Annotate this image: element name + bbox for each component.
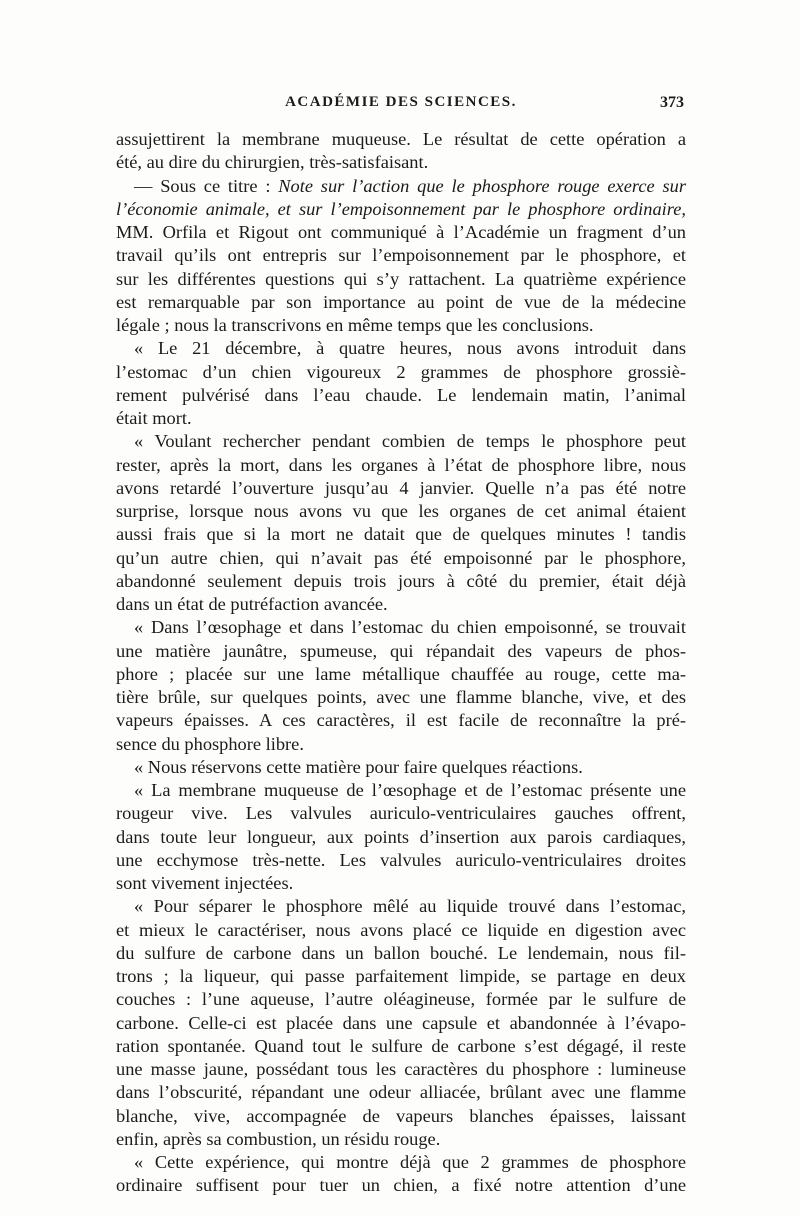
- text-line: « Le 21 décembre, à quatre heures, nous avons introduit dans: [134, 338, 686, 359]
- text-line: « La membrane muqueuse de l’œsophage et de l’estomac présente une: [134, 780, 686, 800]
- text-line: dans un état de putréfaction avancée.: [116, 594, 388, 614]
- text-line: ordinaire suffisent pour tuer un chien, a fixé notre attention d’une: [116, 1175, 686, 1196]
- running-title: ACADÉMIE DES SCIENCES.: [285, 94, 517, 110]
- text-line: une ecchymose très-nette. Les valvules auriculo-ventriculaires droites: [116, 849, 686, 870]
- text-line: vapeurs épaisses. A ces caractères, il est facile de reconnaître la pré-: [116, 710, 686, 731]
- text-line: sont vivement injectées.: [116, 873, 294, 893]
- text-line: sence du phosphore libre.: [116, 733, 304, 754]
- text-line: est remarquable par son importance au point de vue de la médecine: [116, 291, 686, 312]
- page-number: 373: [660, 94, 684, 111]
- text-line: blanche, vive, accompagnée de vapeurs blanches épaisses, laissant: [116, 1105, 686, 1126]
- text-line: était mort.: [116, 408, 192, 428]
- text-line: [116, 198, 686, 221]
- text-line: enfin, après sa combustion, un résidu rouge.: [116, 1128, 441, 1149]
- text-line: assujettirent la membrane muqueuse. Le résultat de cette opération a: [116, 129, 686, 149]
- text-line: rester, après la mort, dans les organes à l’état de phosphore libre, nous: [116, 454, 686, 475]
- text-line: couches : l’une aqueuse, l’autre oléagineuse, formée par le sulfure de: [116, 989, 686, 1010]
- text-line: travail qu’ils ont entrepris sur l’empoisonnement par le phosphore, et: [116, 245, 686, 266]
- italic-title-text: l’économie animale, et sur l’empoisonnement par le phosphore ordinaire,: [116, 198, 686, 219]
- text-line-prefix: — Sous ce titre :: [134, 175, 279, 196]
- text-line: « Dans l’œsophage et dans l’estomac du chien empoisonné, se trouvait: [134, 617, 686, 638]
- text-line: rement pulvérisé dans l’eau chaude. Le lendemain matin, l’animal: [116, 384, 686, 405]
- text-line: dans l’obscurité, répandant une odeur alliacée, brûlant avec une flamme: [116, 1082, 686, 1103]
- text-line: l’estomac d’un chien vigoureux 2 grammes de phosphore grossiè-: [116, 361, 686, 382]
- text-line: aussi frais que si la mort ne datait que de quelques minutes ! tandis: [116, 524, 686, 545]
- text-line: carbone. Celle-ci est placée dans une capsule et abandonnée à l’évapo-: [116, 1012, 686, 1033]
- text-line: « Nous réservons cette matière pour faire quelques réactions.: [134, 756, 583, 777]
- text-line: sur les différentes questions qui s’y rattachent. La quatrième expérience: [116, 268, 686, 289]
- text-line: trons ; la liqueur, qui passe parfaitement limpide, se partage en deux: [116, 966, 686, 986]
- text-line: une masse jaune, possédant tous les caractères du phosphore : lumineuse: [116, 1059, 686, 1079]
- text-line: légale ; nous la transcrivons en même temps que les conclusions.: [116, 315, 594, 335]
- text-line: « Voulant rechercher pendant combien de temps le phosphore peut: [134, 431, 686, 452]
- running-head: [116, 94, 686, 118]
- text-line: abandonné seulement depuis trois jours à côté du premier, était déjà: [116, 570, 686, 591]
- text-line: phore ; placée sur une lame métallique chauffée au rouge, cette ma-: [116, 663, 686, 684]
- text-line: « Cette expérience, qui montre déjà que 2 grammes de phosphore: [134, 1152, 686, 1172]
- italic-title-text: Note sur l’action que le phosphore rouge exerce sur: [278, 175, 686, 196]
- text-line: dans toute leur longueur, aux points d’insertion aux parois cardiaques,: [116, 826, 686, 847]
- text-line: tière brûle, sur quelques points, avec une flamme blanche, vive, et des: [116, 687, 686, 707]
- text-line: avons retardé l’ouverture jusqu’au 4 janvier. Quelle n’a pas été notre: [116, 477, 686, 498]
- text-line: MM. Orfila et Rigout ont communiqué à l’Académie un fragment d’un: [116, 222, 686, 242]
- text-line: ration spontanée. Quand tout le sulfure de carbone s’est dégagé, il reste: [116, 1035, 686, 1056]
- text-line: rougeur vive. Les valvules auriculo-ventriculaires gauches offrent,: [116, 803, 686, 824]
- body-text: [116, 128, 686, 1198]
- text-line: été, au dire du chirurgien, très-satisfaisant.: [116, 152, 429, 173]
- text-line: et mieux le caractériser, nous avons placé ce liquide en digestion avec: [116, 919, 686, 940]
- text-line: qu’un autre chien, qui n’avait pas été empoisonné par le phosphore,: [116, 547, 686, 568]
- text-line: du sulfure de carbone dans un ballon bouché. Le lendemain, nous fil-: [116, 942, 686, 963]
- text-line: [116, 175, 686, 198]
- text-line: « Pour séparer le phosphore mêlé au liquide trouvé dans l’estomac,: [134, 896, 686, 917]
- text-line: une matière jaunâtre, spumeuse, qui répandait des vapeurs de phos-: [116, 640, 686, 661]
- text-line: surprise, lorsque nous avons vu que les organes de cet animal étaient: [116, 501, 686, 521]
